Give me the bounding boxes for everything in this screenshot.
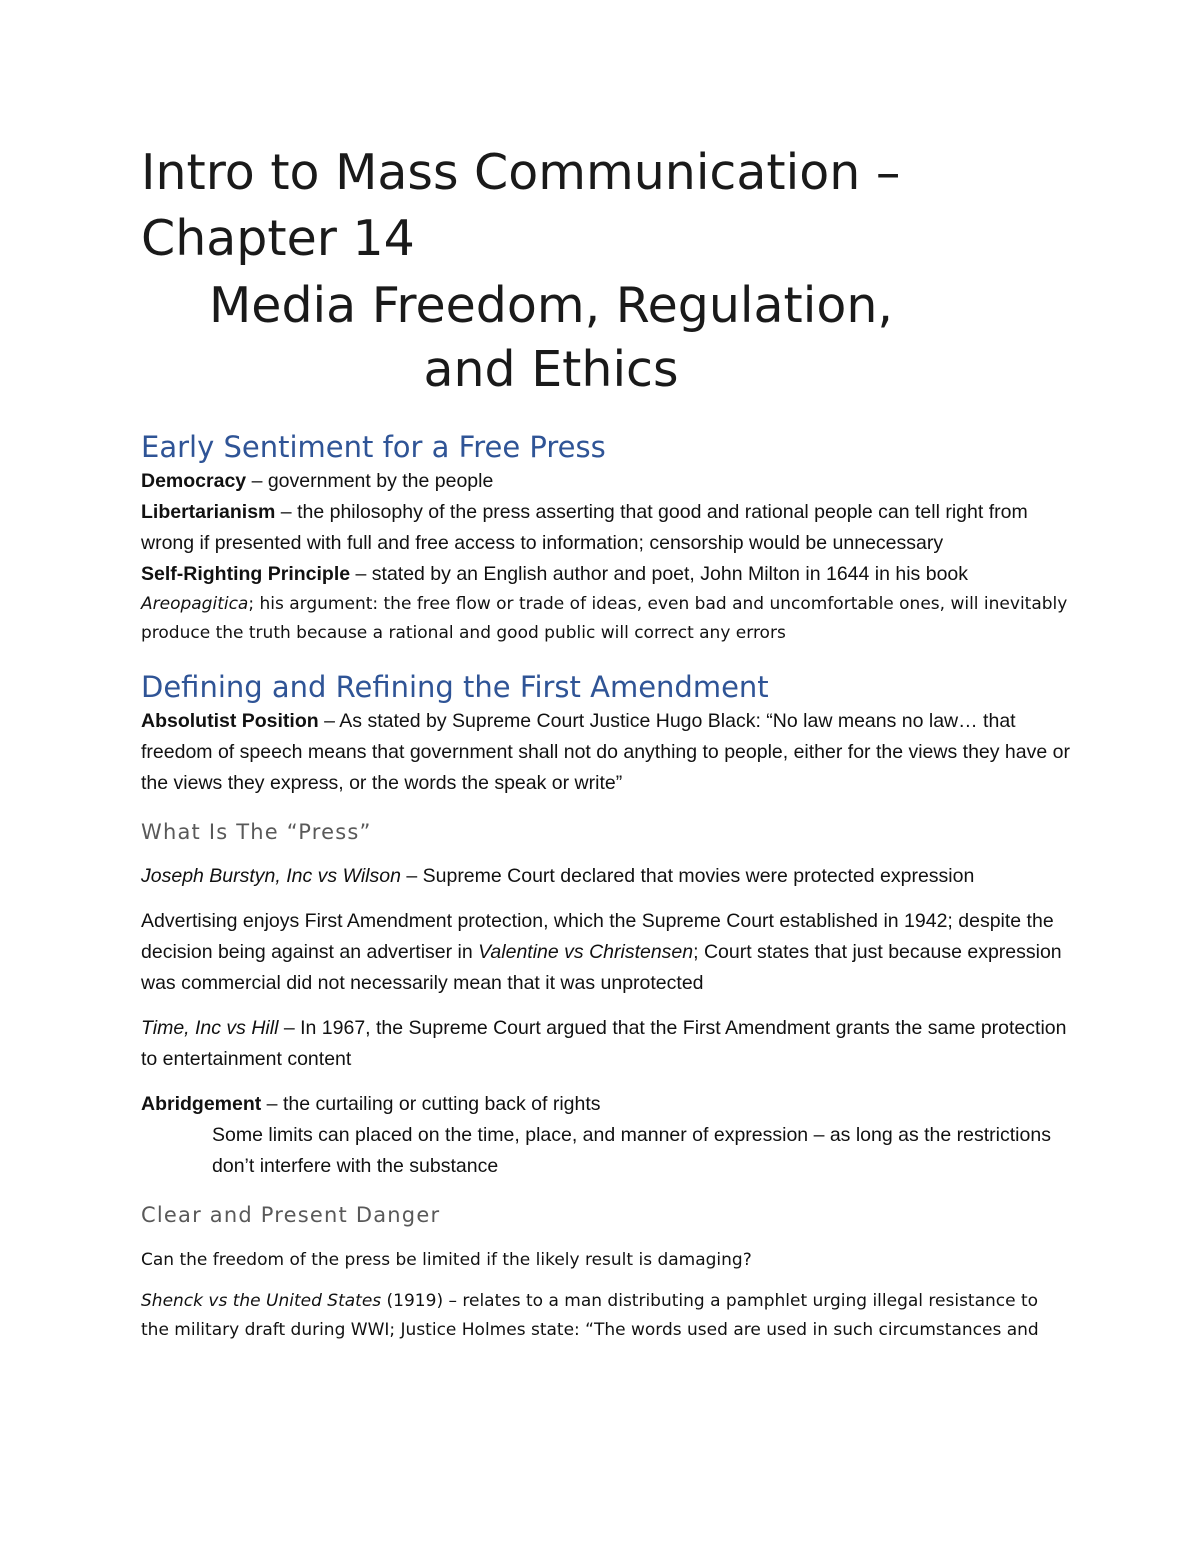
- case-burstyn: Joseph Burstyn, Inc vs Wilson: [141, 865, 401, 887]
- term-absolutist: Absolutist Position: [141, 710, 319, 732]
- advertising-text-a: Advertising enjoys First Amendment protection, which the Supreme Court established in 1942; despite the decision being against an advertiser in: [141, 910, 1054, 963]
- shenck-description: – relates to a man distributing a pamphlet urging illegal resistance to the military draft during WWI; Justice Holmes state: “The words used are used in such circumstances and: [141, 1291, 1039, 1340]
- paragraph-abridgement-note: Some limits can placed on the time, place, and manner of expression – as long as the restrictions don’t interfere with the substance: [212, 1124, 1051, 1177]
- document-content: [141, 140, 1071, 1345]
- document-subtitle: Media Freedom, Regulation, and Ethics: [209, 277, 893, 398]
- case-valentine: Valentine vs Christensen: [478, 941, 694, 963]
- paragraph-abridgement: [141, 1089, 1071, 1120]
- case-shenck: Shenck vs the United States: [141, 1291, 382, 1311]
- title-line-2: Chapter 14: [141, 210, 415, 267]
- paragraph-libertarianism: [141, 497, 1071, 559]
- heading-early-sentiment: Early Sentiment for a Free Press: [141, 430, 606, 464]
- paragraph-areopagitica: [141, 590, 1071, 648]
- definition-democracy: – government by the people: [246, 470, 494, 492]
- paragraph-democracy: [141, 466, 1071, 497]
- term-abridgement: Abridgement: [141, 1093, 262, 1115]
- areopagitica-argument: ; his argument: the free flow or trade of ideas, even bad and uncomfortable ones, will inevitably produce the truth because a rational and good public will correct any errors: [141, 594, 1068, 643]
- paragraph-advertising: [141, 906, 1071, 999]
- heading-first-amendment: Defining and Refining the First Amendment: [141, 670, 769, 704]
- time-hill-ruling: – In 1967, the Supreme Court argued that the First Amendment grants the same protection to entertainment content: [141, 1017, 1067, 1070]
- case-time-hill: Time, Inc vs Hill: [141, 1017, 279, 1039]
- definition-absolutist: – As stated by Supreme Court Justice Hugo Black: “No law means no law… that freedom of speech means that government shall not do anything to people, either for the views they have or the views they express, or the words the speak or write”: [141, 710, 1070, 794]
- heading-clear-present-danger: Clear and Present Danger: [141, 1203, 441, 1227]
- title-line-1: Intro to Mass Communication –: [141, 144, 901, 201]
- paragraph-burstyn: [141, 861, 1071, 892]
- advertising-text-b: ; Court states that just because expression was commercial did not necessarily mean that it was unprotected: [141, 941, 1062, 994]
- term-self-righting: Self-Righting Principle: [141, 563, 351, 585]
- paragraph-danger-question: Can the freedom of the press be limited if the likely result is damaging?: [141, 1250, 752, 1270]
- shenck-year: (1919): [381, 1291, 444, 1311]
- term-libertarianism: Libertarianism: [141, 501, 276, 523]
- document-title: [141, 140, 1071, 272]
- paragraph-absolutist: [141, 706, 1071, 799]
- paragraph-time-hill: [141, 1013, 1071, 1075]
- definition-libertarianism: – the philosophy of the press asserting that good and rational people can tell right from wrong if presented with full and free access to information; censorship would be unnecessary: [141, 501, 1028, 554]
- burstyn-ruling: – Supreme Court declared that movies were protected expression: [400, 865, 975, 887]
- term-democracy: Democracy: [141, 470, 247, 492]
- book-title-areopagitica: Areopagitica: [141, 594, 249, 614]
- paragraph-shenck: [141, 1287, 1071, 1345]
- definition-abridgement: – the curtailing or cutting back of rights: [261, 1093, 601, 1115]
- paragraph-self-righting: [141, 559, 1071, 590]
- definition-self-righting: – stated by an English author and poet, John Milton in 1644 in his book: [350, 563, 969, 585]
- heading-what-is-press: What Is The “Press”: [141, 820, 372, 844]
